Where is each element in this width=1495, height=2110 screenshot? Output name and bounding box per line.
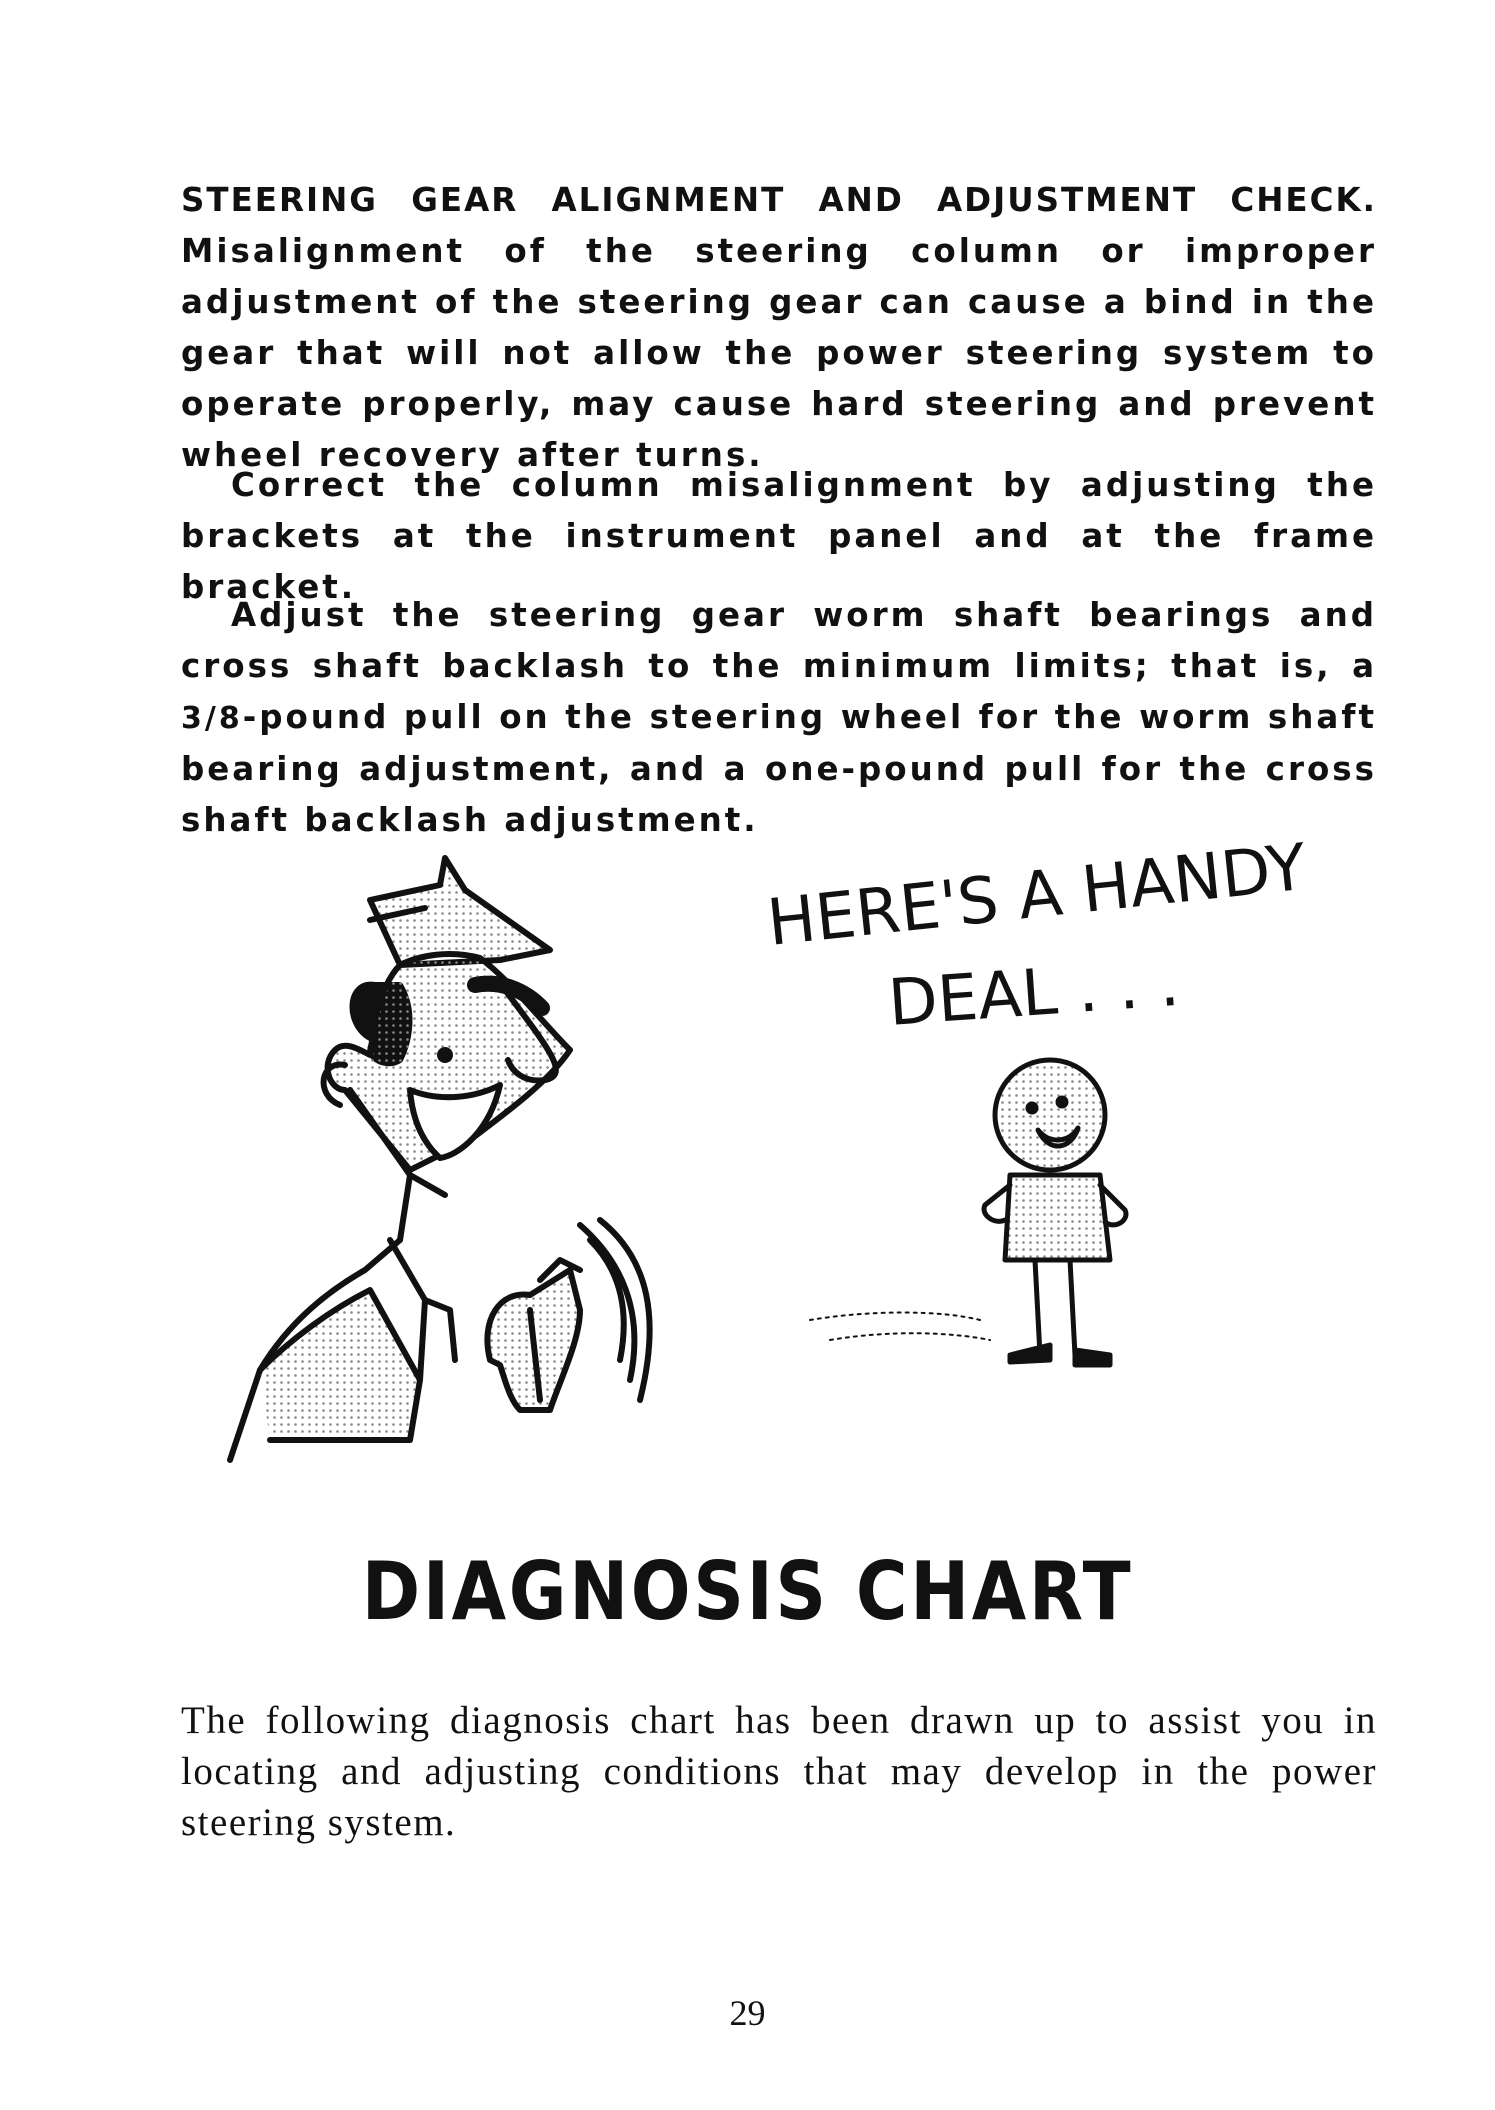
column-correction-paragraph: Correct the column misalignment by adjusting the brackets at the instrument panel and at the frame bracket. [181, 466, 1377, 606]
cartoon-illustration [250, 830, 1310, 1560]
ball-head-character [810, 1060, 1126, 1365]
diagnosis-intro-paragraph: The following diagnosis chart has been drawn up to assist you in locating and adjusting conditions that may develop in the power steering system. [181, 1699, 1377, 1844]
adjustment-text-start: Adjust the steering gear worm shaft bearings and cross shaft backlash to the minimum limits; that is, a [181, 596, 1377, 685]
fraction-three-eighths: 3/8 [181, 701, 243, 736]
speech-caption [764, 831, 1310, 1041]
adjustment-text-end: -pound pull on the steering wheel for the worm shaft bearing adjustment, and a one-pound pull for the cross shaft backlash adjustment. [181, 698, 1377, 839]
page-number: 29 [729, 1993, 766, 2033]
mechanic-figure [230, 858, 650, 1460]
speech-line-1: HERE'S A HANDY [763, 830, 1310, 961]
alignment-heading: STEERING GEAR ALIGNMENT AND ADJUSTMENT CHECK. [181, 181, 1377, 219]
gear-adjustment-paragraph [181, 590, 1377, 846]
section-title: DIAGNOSIS CHART [361, 1545, 1134, 1638]
alignment-paragraph [181, 175, 1377, 481]
alignment-body: Misalignment of the steering column or improper adjustment of the steering gear can cause a bind in the gear that will not allow the power steering system to operate properly, may cause hard steering and prevent wheel recovery after turns. [181, 232, 1377, 474]
speech-line-2: DEAL . . . [885, 946, 1182, 1041]
